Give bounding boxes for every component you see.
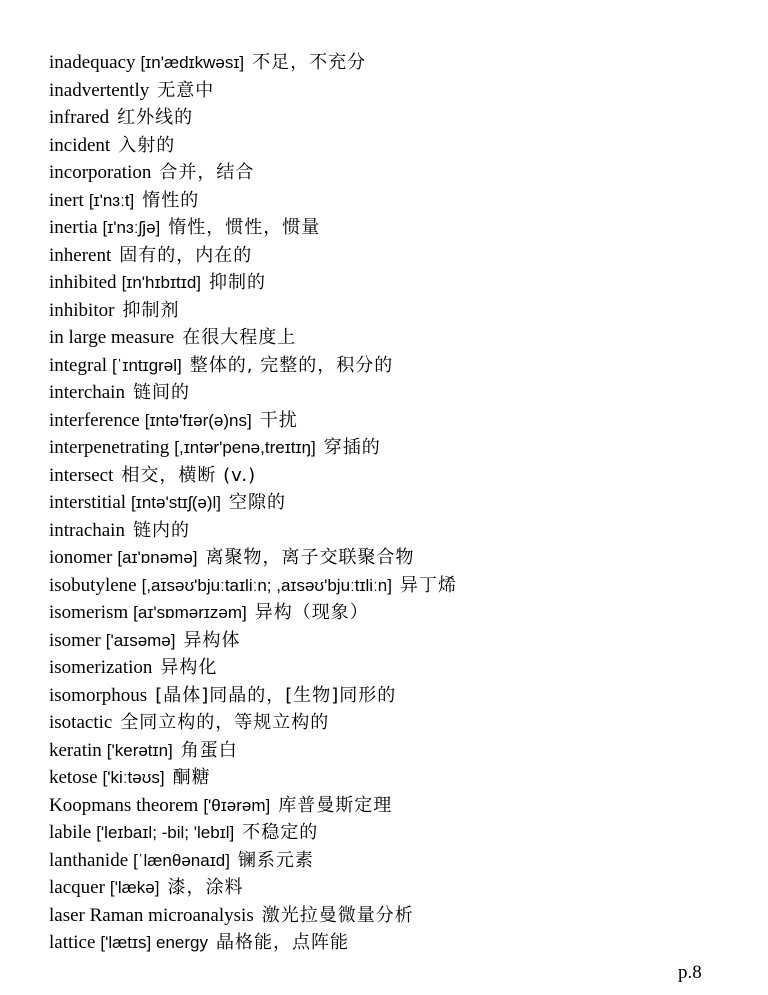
glossary-entry (49, 49, 749, 77)
entry-term: in large measure (49, 327, 175, 348)
glossary-list (49, 49, 749, 957)
glossary-entry (49, 407, 749, 435)
entry-term: labile (49, 822, 92, 843)
entry-term: inherent (49, 244, 112, 266)
entry-definition: 干扰 (259, 409, 298, 431)
entry-phonetic: [ˈlænθənaɪd] (133, 850, 230, 870)
page-number: p.8 (678, 962, 702, 983)
entry-definition: 无意中 (157, 79, 215, 101)
glossary-entry (49, 544, 749, 572)
glossary-entry (49, 819, 749, 847)
glossary-entry (49, 242, 749, 270)
entry-phonetic: ['kerətɪn] (106, 740, 173, 760)
glossary-entry (49, 792, 749, 820)
glossary-entry (49, 462, 749, 490)
entry-term: ionomer (49, 547, 113, 568)
entry-definition: 激光拉曼微量分析 (261, 904, 414, 926)
entry-definition: [晶体]同晶的，[生物]同形的 (155, 684, 397, 706)
entry-term: isobutylene (49, 574, 137, 596)
entry-term: isomorphous (49, 684, 148, 706)
entry-phonetic: [aɪ'sɒmərɪzəm] (133, 603, 247, 622)
entry-term: incident (49, 134, 111, 156)
glossary-entry (49, 269, 749, 297)
entry-definition: 异构（现象） (254, 602, 369, 623)
glossary-entry (49, 379, 749, 407)
glossary-entry (49, 324, 749, 352)
entry-term: inhibited (49, 272, 117, 293)
entry-phonetic: [ɪn'ædɪkwəsɪ] (140, 53, 245, 72)
entry-term: lanthanide (49, 849, 129, 871)
entry-term: inadequacy (49, 52, 136, 73)
entry-term: interference (49, 409, 140, 431)
entry-term: isomer (49, 629, 101, 651)
entry-definition: 固有的，内在的 (119, 244, 253, 266)
glossary-entry (49, 214, 749, 242)
entry-phonetic: ['leɪbaɪl; -bil; 'lebɪl] (96, 823, 235, 842)
glossary-entry (49, 132, 749, 160)
glossary-entry (49, 654, 749, 682)
glossary-entry (49, 709, 749, 737)
entry-definition: 角蛋白 (180, 739, 238, 761)
entry-definition: 离聚物，离子交联聚合物 (205, 547, 415, 568)
glossary-entry (49, 764, 749, 792)
entry-phonetic: [,ɪntər'penə,treɪtɪŋ] (174, 438, 316, 457)
entry-term: inertia (49, 217, 98, 238)
glossary-entry (49, 902, 749, 930)
entry-phonetic: ['kiːtəʊs] (102, 768, 165, 787)
entry-definition: 惰性的 (142, 189, 200, 211)
entry-definition: 空隙的 (229, 492, 287, 513)
entry-phonetic: [ɪ'nɜːt] (88, 190, 135, 210)
entry-definition: 漆，涂料 (167, 877, 244, 898)
glossary-entry (49, 682, 749, 710)
glossary-entry (49, 297, 749, 325)
entry-definition: 酮糖 (172, 767, 211, 788)
entry-phonetic: [ɪntə'fɪər(ə)ns] (144, 410, 252, 430)
glossary-entry (49, 874, 749, 902)
entry-term: lacquer (49, 877, 105, 898)
glossary-entry (49, 572, 749, 600)
entry-definition: 惰性，惯性，惯量 (168, 217, 321, 238)
entry-term: incorporation (49, 162, 152, 183)
entry-term: inert (49, 189, 84, 211)
entry-definition: 链内的 (132, 519, 190, 541)
entry-phonetic: [ɪntə'stɪʃ(ə)l] (131, 493, 222, 512)
glossary-entry (49, 517, 749, 545)
entry-term: infrared (49, 107, 110, 128)
entry-definition: 异构化 (160, 657, 218, 678)
entry-phonetic: ['lækə] (109, 878, 160, 897)
entry-definition: 整体的, 完整的，积分的 (189, 354, 394, 376)
entry-term: integral (49, 354, 108, 376)
entry-definition: 红外线的 (117, 107, 194, 128)
glossary-entry (49, 929, 749, 957)
entry-phonetic: [ɪn'hɪbɪtɪd] (121, 273, 202, 292)
entry-definition: 晶格能，点阵能 (215, 932, 349, 953)
entry-term: keratin (49, 739, 102, 761)
entry-definition: 异丁烯 (399, 574, 457, 596)
entry-term: inhibitor (49, 299, 115, 321)
entry-phonetic: [,aɪsəʊ'bjuːtaɪliːn; ,aɪsəʊ'bjuːtɪliːn] (141, 575, 392, 595)
entry-definition: 穿插的 (323, 437, 381, 458)
entry-term: Koopmans theorem (49, 794, 199, 816)
entry-definition: 合并，结合 (159, 162, 255, 183)
glossary-entry (49, 627, 749, 655)
entry-definition: 镧系元素 (237, 849, 314, 871)
entry-term: isomerization (49, 657, 153, 678)
entry-term: inadvertently (49, 79, 150, 101)
glossary-entry (49, 489, 749, 517)
entry-definition: 链间的 (132, 382, 190, 403)
entry-phonetic: ['aɪsəmə] (105, 630, 176, 650)
glossary-entry (49, 77, 749, 105)
entry-term: intrachain (49, 519, 125, 541)
entry-term: lattice (49, 932, 96, 953)
entry-term: laser Raman microanalysis (49, 904, 254, 926)
glossary-entry (49, 104, 749, 132)
entry-term: interchain (49, 382, 125, 403)
entry-definition: 不足，不充分 (252, 52, 367, 73)
entry-phonetic: ['lætɪs] energy (100, 933, 208, 952)
entry-phonetic: [ɪ'nɜːʃjə] (102, 218, 161, 237)
entry-definition: 在很大程度上 (182, 327, 297, 348)
glossary-entry (49, 187, 749, 215)
glossary-entry (49, 847, 749, 875)
entry-definition: 相交，横断 (v.) (121, 464, 257, 486)
glossary-entry (49, 599, 749, 627)
entry-term: isomerism (49, 602, 129, 623)
entry-phonetic: [aɪ'ɒnəmə] (117, 548, 198, 567)
entry-definition: 不稳定的 (242, 822, 319, 843)
entry-term: interpenetrating (49, 437, 170, 458)
glossary-entry (49, 352, 749, 380)
entry-definition: 库普曼斯定理 (278, 794, 393, 816)
entry-definition: 抑制的 (209, 272, 267, 293)
entry-term: isotactic (49, 712, 113, 733)
entry-term: intersect (49, 464, 114, 486)
entry-definition: 入射的 (118, 134, 176, 156)
glossary-entry (49, 159, 749, 187)
entry-phonetic: [ˈɪntɪgrəl] (112, 355, 182, 375)
entry-term: interstitial (49, 492, 127, 513)
glossary-entry (49, 737, 749, 765)
entry-term: ketose (49, 767, 98, 788)
entry-definition: 全同立构的，等规立构的 (120, 712, 330, 733)
entry-definition: 异构体 (183, 629, 241, 651)
entry-definition: 抑制剂 (122, 299, 180, 321)
glossary-entry (49, 434, 749, 462)
entry-phonetic: ['θɪərəm] (203, 795, 271, 815)
